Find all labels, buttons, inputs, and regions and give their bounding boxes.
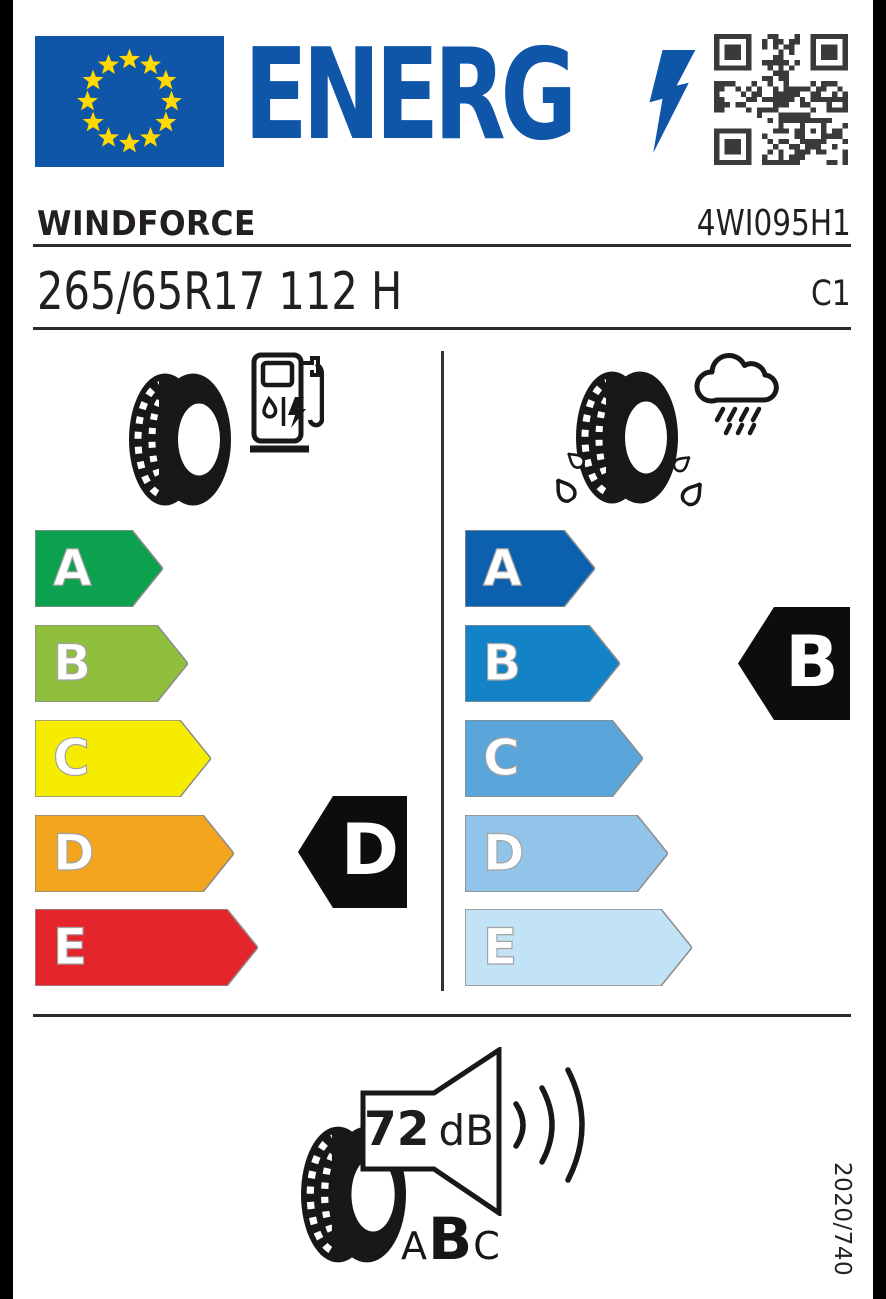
wet-class-c-label: C: [483, 728, 520, 787]
wet-class-d-label: D: [483, 823, 525, 882]
type-code: 4WI095H1: [696, 203, 851, 244]
fuel-pump-icon: [250, 350, 324, 454]
wet-tire-icon: [547, 369, 707, 514]
wet-class-e-label: E: [483, 917, 518, 976]
wet-class-a-label: A: [483, 538, 522, 597]
noise-unit: dB: [438, 1106, 494, 1155]
fuel-class-e-label: E: [53, 917, 88, 976]
wet-class-c-arrow: [465, 720, 643, 797]
rain-cloud-icon: [684, 349, 782, 441]
fuel-class-b-arrow: [35, 625, 188, 702]
fuel-class-d-arrow: [35, 815, 234, 892]
fuel-rating-letter: D: [340, 808, 399, 891]
wet-class-b-label: B: [483, 633, 522, 692]
separator-line-3: [33, 1014, 851, 1017]
fuel-class-d-label: D: [53, 823, 95, 882]
fuel-class-c-label: C: [53, 728, 90, 787]
wet-class-d-arrow: [465, 815, 668, 892]
fuel-class-b-label: B: [53, 633, 92, 692]
fuel-class-a-label: A: [53, 538, 92, 597]
tyre-class: C1: [811, 274, 851, 314]
column-divider: [441, 351, 444, 991]
fuel-tire-icon: [127, 371, 233, 508]
left-border: [0, 0, 13, 1299]
wet-class-b-arrow: [465, 625, 620, 702]
wet-rating-letter: B: [785, 620, 839, 703]
fuel-class-c-arrow: [35, 720, 211, 797]
separator-line-2: [33, 327, 851, 330]
sound-waves-icon: [508, 1060, 594, 1190]
tyre-size: 265/65R17 112 H: [37, 262, 403, 322]
wet-class-a-arrow: [465, 530, 595, 607]
lightning-bolt-icon: [646, 50, 696, 153]
noise-class-b: B: [428, 1205, 473, 1273]
noise-class-c: C: [473, 1224, 500, 1268]
noise-level: [364, 1102, 494, 1157]
wet-rating-indicator: [738, 607, 850, 720]
fuel-rating-indicator: [298, 796, 407, 908]
noise-class-letters: [401, 1205, 500, 1273]
separator-line-1: [33, 244, 851, 247]
eu-flag: [35, 36, 224, 167]
noise-value: 72: [364, 1102, 430, 1157]
wet-class-e-arrow: [465, 909, 692, 986]
qr-code: [714, 34, 848, 165]
fuel-class-e-arrow: [35, 909, 258, 986]
brand-name: WINDFORCE: [37, 204, 256, 244]
fuel-class-a-arrow: [35, 530, 163, 607]
energ-logo-text: ENERG: [244, 21, 572, 168]
noise-class-a: A: [401, 1224, 427, 1268]
regulation-number: 2020/740: [829, 1162, 855, 1277]
right-border: [873, 0, 886, 1299]
